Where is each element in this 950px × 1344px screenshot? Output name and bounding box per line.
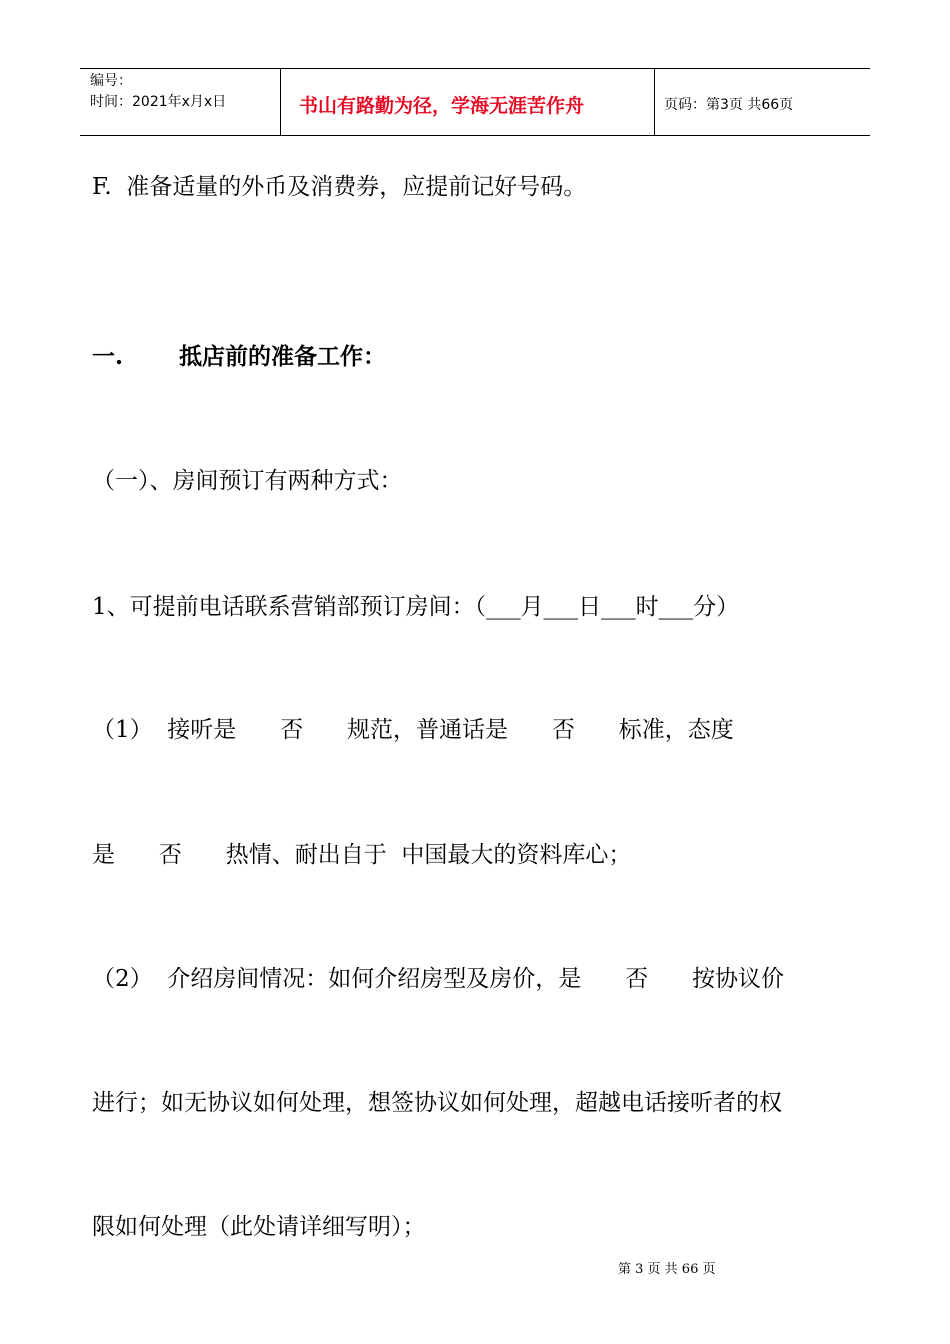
serial-label: 编号：	[90, 73, 132, 89]
paragraph-line-f: F. 准备适量的外币及消费券，应提前记好号码。	[92, 174, 587, 200]
subsection-heading: （一）、房间预订有两种方式：	[92, 468, 403, 494]
question-2-line-1: （2） 介绍房间情况：如何介绍房型及房价，是 否 按协议价	[92, 966, 784, 992]
section-heading: 一. 抵店前的准备工作：	[92, 343, 387, 370]
question-1-line-2: 是 否 热情、耐出自于 中国最大的资料库心；	[92, 842, 632, 868]
question-1-line-1: （1） 接听是 否 规范，普通话是 否 标准，态度	[92, 717, 734, 743]
page-footer: 第 3 页 共 66 页	[618, 1262, 716, 1277]
time-label: 时间：2021年x月x日	[90, 94, 227, 110]
question-2-line-2: 进行；如无协议如何处理，想签协议如何处理，超越电话接听者的权	[92, 1090, 782, 1116]
header-motto: 书山有路勤为径，学海无涯苦作舟	[281, 69, 655, 135]
document-header	[80, 68, 870, 136]
header-page-info: 页码：第3页 共66页	[664, 97, 794, 113]
header-meta	[80, 69, 281, 135]
question-2-line-3: 限如何处理（此处请详细写明）；	[92, 1214, 426, 1240]
item-1: 1、可提前电话联系营销部预订房间：（___月___日___时___分）	[92, 594, 740, 620]
